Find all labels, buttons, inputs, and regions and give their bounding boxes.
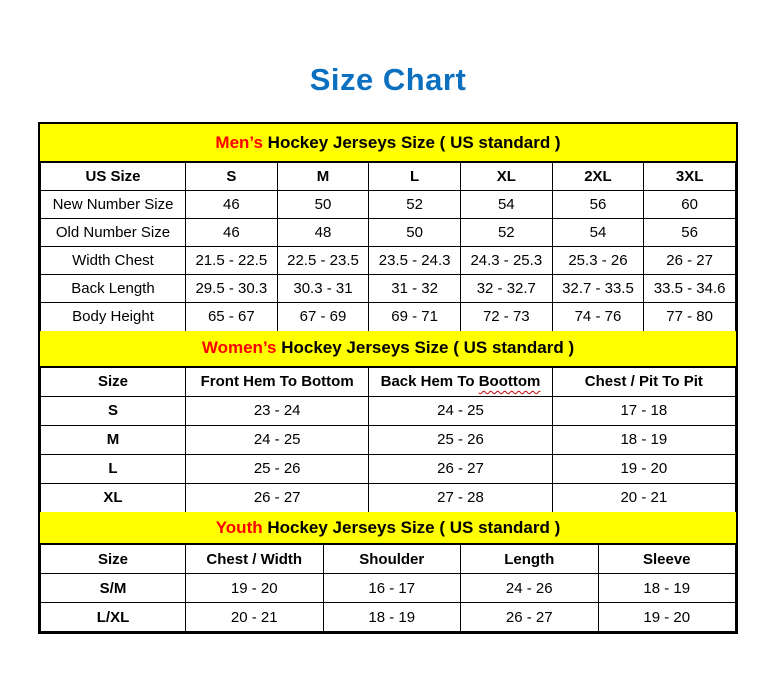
mens-size-value: 52 xyxy=(460,219,552,247)
mens-size-value: 31 - 32 xyxy=(369,275,461,303)
womens-size-value: 26 - 27 xyxy=(186,483,369,512)
mens-column-header: L xyxy=(369,163,461,191)
womens-size-value: 24 - 25 xyxy=(186,425,369,454)
mens-size-value: 21.5 - 22.5 xyxy=(186,247,278,275)
womens-size-value: 25 - 26 xyxy=(369,425,552,454)
youth-size-value: 26 - 27 xyxy=(461,603,599,632)
womens-heading-highlight: Women’s xyxy=(201,338,277,357)
mens-size-value: 23.5 - 24.3 xyxy=(369,247,461,275)
womens-size-value: 25 - 26 xyxy=(186,454,369,483)
womens-size-value: 19 - 20 xyxy=(552,454,735,483)
womens-size-value: 18 - 19 xyxy=(552,425,735,454)
youth-size-value: 20 - 21 xyxy=(186,603,324,632)
youth-column-header: Sleeve xyxy=(598,545,736,574)
mens-size-value: 50 xyxy=(277,191,369,219)
mens-size-value: 25.3 - 26 xyxy=(552,247,644,275)
womens-misspelled-word: Boottom xyxy=(478,373,541,390)
mens-column-header: M xyxy=(277,163,369,191)
mens-table-row xyxy=(41,303,736,331)
womens-column-header: Chest / Pit To Pit xyxy=(552,367,735,396)
womens-header-row xyxy=(41,367,736,396)
mens-size-value: 46 xyxy=(186,219,278,247)
youth-heading-text: Hockey Jerseys Size ( US standard ) xyxy=(262,517,561,537)
mens-size-value: 65 - 67 xyxy=(186,303,278,331)
mens-size-value: 32 - 32.7 xyxy=(460,275,552,303)
youth-section-heading xyxy=(40,512,736,544)
womens-size-value: 17 - 18 xyxy=(552,396,735,425)
womens-column-header: Front Hem To Bottom xyxy=(186,367,369,396)
mens-size-value: 48 xyxy=(277,219,369,247)
mens-size-value: 50 xyxy=(369,219,461,247)
youth-column-header: Shoulder xyxy=(323,545,461,574)
mens-size-value: 56 xyxy=(644,219,736,247)
mens-size-value: 46 xyxy=(186,191,278,219)
youth-column-header: Chest / Width xyxy=(186,545,324,574)
mens-size-value: 74 - 76 xyxy=(552,303,644,331)
womens-table-row xyxy=(41,483,736,512)
mens-header-row xyxy=(41,163,736,191)
womens-table-row xyxy=(41,454,736,483)
page-title: Size Chart xyxy=(309,62,467,97)
youth-row-label: S/M xyxy=(41,574,186,603)
mens-size-value: 54 xyxy=(552,219,644,247)
mens-table-row xyxy=(41,275,736,303)
youth-table-row xyxy=(41,603,736,632)
mens-size-value: 60 xyxy=(644,191,736,219)
womens-size-value: 23 - 24 xyxy=(186,396,369,425)
mens-size-value: 54 xyxy=(460,191,552,219)
youth-size-value: 18 - 19 xyxy=(598,574,736,603)
mens-row-label: Width Chest xyxy=(41,247,186,275)
mens-size-value: 69 - 71 xyxy=(369,303,461,331)
mens-row-label: New Number Size xyxy=(41,191,186,219)
youth-column-header: Length xyxy=(461,545,599,574)
womens-table-row xyxy=(41,396,736,425)
womens-size-table xyxy=(40,367,736,513)
womens-size-value: 27 - 28 xyxy=(369,483,552,512)
mens-size-value: 72 - 73 xyxy=(460,303,552,331)
youth-size-table xyxy=(40,544,736,632)
womens-row-label: XL xyxy=(41,483,186,512)
womens-row-label: L xyxy=(41,454,186,483)
youth-header-row xyxy=(41,545,736,574)
womens-column-header-text: Back Hem To xyxy=(380,373,479,390)
mens-column-header: XL xyxy=(460,163,552,191)
mens-size-value: 26 - 27 xyxy=(644,247,736,275)
womens-heading-text: Hockey Jerseys Size ( US standard ) xyxy=(276,338,575,357)
mens-table-row xyxy=(41,247,736,275)
size-chart xyxy=(38,122,738,634)
mens-size-value: 22.5 - 23.5 xyxy=(277,247,369,275)
womens-size-value: 26 - 27 xyxy=(369,454,552,483)
mens-row-label: Back Length xyxy=(41,275,186,303)
mens-size-value: 77 - 80 xyxy=(644,303,736,331)
youth-table-row xyxy=(41,574,736,603)
mens-column-header: S xyxy=(186,163,278,191)
mens-size-value: 33.5 - 34.6 xyxy=(644,275,736,303)
womens-size-value: 24 - 25 xyxy=(369,396,552,425)
mens-size-value: 56 xyxy=(552,191,644,219)
womens-row-label: S xyxy=(41,396,186,425)
youth-size-value: 24 - 26 xyxy=(461,574,599,603)
mens-table-row xyxy=(41,191,736,219)
mens-size-value: 52 xyxy=(369,191,461,219)
mens-row-label: Body Height xyxy=(41,303,186,331)
womens-row-label: M xyxy=(41,425,186,454)
mens-size-value: 67 - 69 xyxy=(277,303,369,331)
mens-column-header: US Size xyxy=(41,163,186,191)
womens-table-row xyxy=(41,425,736,454)
mens-size-value: 29.5 - 30.3 xyxy=(186,275,278,303)
youth-size-value: 19 - 20 xyxy=(186,574,324,603)
youth-row-label: L/XL xyxy=(41,603,186,632)
mens-size-value: 24.3 - 25.3 xyxy=(460,247,552,275)
youth-size-value: 19 - 20 xyxy=(598,603,736,632)
womens-column-header: Size xyxy=(41,367,186,396)
mens-column-header: 3XL xyxy=(644,163,736,191)
youth-heading-highlight: Youth xyxy=(215,517,263,537)
mens-row-label: Old Number Size xyxy=(41,219,186,247)
womens-section-heading xyxy=(40,331,736,367)
mens-heading-highlight: Men’s xyxy=(215,132,263,152)
mens-section-heading xyxy=(40,124,736,162)
youth-size-value: 16 - 17 xyxy=(323,574,461,603)
mens-heading-text: Hockey Jerseys Size ( US standard ) xyxy=(262,132,561,152)
mens-size-table xyxy=(40,162,736,331)
womens-size-value: 20 - 21 xyxy=(552,483,735,512)
youth-size-value: 18 - 19 xyxy=(323,603,461,632)
mens-column-header: 2XL xyxy=(552,163,644,191)
mens-table-row xyxy=(41,219,736,247)
mens-size-value: 32.7 - 33.5 xyxy=(552,275,644,303)
mens-size-value: 30.3 - 31 xyxy=(277,275,369,303)
youth-column-header: Size xyxy=(41,545,186,574)
womens-column-header xyxy=(369,367,552,396)
